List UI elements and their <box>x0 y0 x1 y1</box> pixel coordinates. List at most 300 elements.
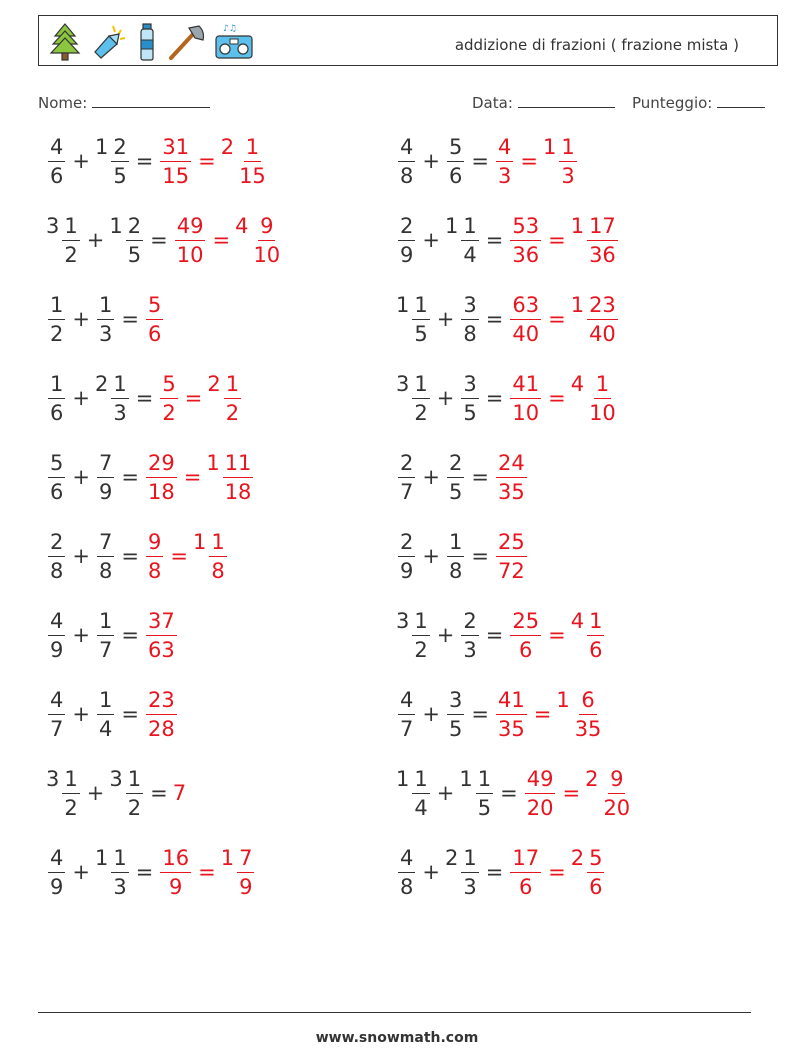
equals-sign: = <box>533 702 552 726</box>
fraction <box>447 690 464 740</box>
plus-sign: + <box>86 228 105 252</box>
numerator: 1 <box>461 216 478 241</box>
fraction <box>111 848 128 898</box>
fraction <box>461 374 478 424</box>
denominator: 40 <box>589 322 616 346</box>
fraction <box>461 295 478 345</box>
numerator: 23 <box>146 690 177 715</box>
denominator: 6 <box>448 164 463 188</box>
equals-sign: = <box>548 307 566 331</box>
plus-sign: + <box>422 228 440 252</box>
whole-part: 2 <box>207 372 221 396</box>
fraction <box>111 137 128 187</box>
numerator: 3 <box>447 690 464 715</box>
denominator: 8 <box>211 559 225 583</box>
problem-left-3 <box>46 289 165 349</box>
denominator: 2 <box>50 322 64 346</box>
denominator: 9 <box>50 875 64 899</box>
equals-sign: = <box>212 228 231 252</box>
denominator: 2 <box>414 401 428 425</box>
mixed-number <box>459 767 495 819</box>
plus-sign: + <box>422 465 440 489</box>
fraction <box>97 295 114 345</box>
mixed-number <box>459 293 480 345</box>
problem-right-4 <box>396 368 620 428</box>
denominator: 4 <box>98 717 113 741</box>
denominator: 35 <box>574 717 602 741</box>
whole-part: 1 <box>396 293 410 317</box>
numerator: 4 <box>496 137 513 162</box>
denominator: 8 <box>463 322 477 346</box>
problem-left-7 <box>46 605 179 665</box>
fraction <box>223 453 254 503</box>
denominator: 18 <box>147 480 175 504</box>
answer-improper <box>508 372 543 424</box>
date-line[interactable] <box>518 93 615 108</box>
numerator: 5 <box>146 295 163 320</box>
numerator: 17 <box>587 216 618 241</box>
numerator: 63 <box>510 295 541 320</box>
fraction <box>48 374 65 424</box>
numerator: 2 <box>398 216 415 241</box>
fraction <box>573 690 604 740</box>
whole-part: 2 <box>444 846 459 870</box>
fraction <box>175 216 206 266</box>
mixed-number <box>396 609 432 661</box>
denominator: 28 <box>147 717 175 741</box>
denominator: 9 <box>169 875 183 899</box>
footer-url: www.snowmath.com <box>315 1030 479 1046</box>
answer-mixed <box>571 609 607 661</box>
mixed-number <box>109 767 145 819</box>
problem-left-8 <box>46 684 179 744</box>
fraction <box>146 453 177 503</box>
denominator: 3 <box>463 875 477 899</box>
denominator: 7 <box>400 717 414 741</box>
fraction <box>525 769 556 819</box>
fraction <box>160 137 191 187</box>
numerator: 25 <box>496 532 527 557</box>
numerator: 1 <box>412 769 429 794</box>
numerator: 49 <box>525 769 556 794</box>
denominator: 8 <box>400 875 414 899</box>
numerator: 41 <box>496 690 527 715</box>
answer-improper <box>144 688 179 740</box>
mixed-number <box>396 688 417 740</box>
denominator: 6 <box>147 322 162 346</box>
equals-sign: = <box>485 623 504 647</box>
plus-sign: + <box>422 702 440 726</box>
denominator: 9 <box>400 559 414 583</box>
denominator: 4 <box>414 796 428 820</box>
denominator: 9 <box>400 243 414 267</box>
mixed-number <box>109 214 145 266</box>
problem-right-9 <box>396 763 634 823</box>
problem-left-1 <box>46 131 270 191</box>
equals-sign: = <box>485 386 504 410</box>
name-line[interactable] <box>92 93 210 108</box>
denominator: 3 <box>113 875 127 899</box>
fraction <box>97 532 114 582</box>
fraction <box>398 848 415 898</box>
name-label: Nome: <box>38 94 88 112</box>
plus-sign: + <box>436 307 455 331</box>
fraction <box>447 453 464 503</box>
fraction <box>510 848 541 898</box>
denominator: 7 <box>400 480 414 504</box>
answer-improper <box>494 530 529 582</box>
denominator: 8 <box>448 559 463 583</box>
denominator: 2 <box>162 401 176 425</box>
denominator: 9 <box>239 875 253 899</box>
score-label: Punteggio: <box>632 94 713 112</box>
fraction <box>587 374 618 424</box>
denominator: 6 <box>50 401 64 425</box>
fraction <box>496 690 527 740</box>
fraction <box>601 769 632 819</box>
denominator: 15 <box>239 164 266 188</box>
score-line[interactable] <box>717 93 765 108</box>
whole-part: 1 <box>556 688 570 712</box>
mixed-number <box>46 688 67 740</box>
equals-sign: = <box>548 860 566 884</box>
mixed-number <box>445 451 466 503</box>
numerator: 1 <box>209 532 226 557</box>
equals-sign: = <box>548 623 566 647</box>
plus-sign: + <box>72 149 90 173</box>
answer-improper <box>158 135 193 187</box>
plus-sign: + <box>72 860 90 884</box>
mixed-number <box>95 451 116 503</box>
denominator: 36 <box>512 243 540 267</box>
fraction <box>587 295 618 345</box>
equals-sign: = <box>184 386 203 410</box>
mixed-number <box>396 451 417 503</box>
denominator: 5 <box>448 717 463 741</box>
fraction <box>398 137 415 187</box>
mixed-number <box>445 530 466 582</box>
numerator: 1 <box>412 374 429 399</box>
numerator: 6 <box>579 690 596 715</box>
numerator: 24 <box>496 453 527 478</box>
answer-mixed <box>221 135 270 187</box>
numerator: 31 <box>160 137 191 162</box>
denominator: 3 <box>497 164 512 188</box>
numerator: 1 <box>97 295 114 320</box>
denominator: 5 <box>477 796 492 820</box>
whole-part: 3 <box>109 767 123 791</box>
fraction <box>48 532 65 582</box>
numerator: 5 <box>587 848 604 873</box>
whole-part: 1 <box>94 135 109 159</box>
fraction <box>510 374 541 424</box>
denominator: 18 <box>224 480 252 504</box>
mixed-number <box>445 214 481 266</box>
numerator: 1 <box>48 295 65 320</box>
denominator: 8 <box>400 164 414 188</box>
whole-part: 2 <box>570 846 585 870</box>
denominator: 15 <box>162 164 190 188</box>
answer-mixed <box>571 293 620 345</box>
numerator: 3 <box>461 374 478 399</box>
denominator: 10 <box>512 401 540 425</box>
fraction <box>476 769 493 819</box>
equals-sign: = <box>198 860 216 884</box>
denominator: 6 <box>519 875 533 899</box>
numerator: 7 <box>97 532 114 557</box>
equals-sign: = <box>548 386 566 410</box>
problem-right-8 <box>396 684 605 744</box>
answer-mixed <box>556 688 605 740</box>
water-bottle-icon <box>135 22 159 62</box>
problem-left-9 <box>46 763 187 823</box>
answer-mixed <box>221 846 257 898</box>
numerator: 1 <box>559 137 576 162</box>
denominator: 2 <box>225 401 240 425</box>
problem-left-10 <box>46 842 256 902</box>
numerator: 1 <box>244 137 261 162</box>
mixed-number <box>46 372 67 424</box>
mixed-number <box>46 135 67 187</box>
plus-sign: + <box>72 307 90 331</box>
problem-left-4 <box>46 368 243 428</box>
equals-sign: = <box>121 702 139 726</box>
fraction <box>510 295 541 345</box>
axe-icon <box>165 22 207 62</box>
equals-sign: = <box>135 149 154 173</box>
name-field <box>38 93 210 112</box>
equals-sign: = <box>471 465 489 489</box>
whole-part: 4 <box>570 609 585 633</box>
mixed-number <box>46 214 82 266</box>
answer-improper <box>144 530 165 582</box>
whole-part: 1 <box>396 767 410 791</box>
fraction <box>48 295 65 345</box>
numerator: 4 <box>48 690 65 715</box>
equals-sign: = <box>135 386 154 410</box>
denominator: 3 <box>463 638 477 662</box>
numerator: 3 <box>461 295 478 320</box>
equals-sign: = <box>562 781 581 805</box>
problem-right-5 <box>396 447 529 507</box>
numerator: 23 <box>587 295 618 320</box>
whole-part: 2 <box>94 372 109 396</box>
fraction <box>587 216 618 266</box>
fraction <box>398 216 415 266</box>
denominator: 6 <box>519 638 533 662</box>
denominator: 10 <box>589 401 616 425</box>
whole-part: 3 <box>46 214 60 238</box>
denominator: 8 <box>147 559 162 583</box>
denominator: 10 <box>176 243 204 267</box>
numerator: 7 <box>97 453 114 478</box>
answer-mixed <box>207 372 243 424</box>
denominator: 8 <box>50 559 64 583</box>
mixed-number <box>46 293 67 345</box>
numerator: 1 <box>447 532 464 557</box>
problem-right-3 <box>396 289 620 349</box>
equals-sign: = <box>121 623 139 647</box>
answer-mixed <box>235 214 284 266</box>
numerator: 2 <box>398 532 415 557</box>
mixed-number <box>46 530 67 582</box>
numerator: 2 <box>48 532 65 557</box>
date-field <box>472 93 615 112</box>
fraction <box>412 374 429 424</box>
equals-sign: = <box>121 544 139 568</box>
fraction <box>398 532 415 582</box>
fraction <box>412 611 429 661</box>
equals-sign: = <box>150 781 168 805</box>
mixed-number <box>459 372 480 424</box>
numerator: 4 <box>398 137 415 162</box>
mixed-number <box>95 135 131 187</box>
mixed-number <box>459 609 480 661</box>
score-field <box>632 93 765 112</box>
problem-left-2 <box>46 210 284 270</box>
numerator: 53 <box>510 216 541 241</box>
denominator: 8 <box>98 559 113 583</box>
denominator: 3 <box>561 164 575 188</box>
plus-sign: + <box>436 781 455 805</box>
fraction <box>126 769 143 819</box>
answer-mixed <box>206 451 255 503</box>
fraction <box>461 848 478 898</box>
answer-improper <box>144 451 179 503</box>
numerator: 4 <box>398 690 415 715</box>
answer-improper <box>173 214 208 266</box>
whole-part: 4 <box>570 372 585 396</box>
answer-improper <box>158 372 179 424</box>
answer-improper <box>144 609 179 661</box>
answer-improper <box>508 846 543 898</box>
whole-part: 1 <box>220 846 235 870</box>
plus-sign: + <box>422 149 440 173</box>
numerator: 9 <box>608 769 625 794</box>
mixed-number <box>445 688 466 740</box>
plus-sign: + <box>436 623 455 647</box>
answer-improper <box>144 293 165 345</box>
numerator: 2 <box>461 611 478 636</box>
denominator: 5 <box>113 164 127 188</box>
plus-sign: + <box>72 544 90 568</box>
plus-sign: + <box>72 702 90 726</box>
whole-part: 2 <box>220 135 235 159</box>
plus-sign: + <box>72 465 90 489</box>
whole-part: 2 <box>585 767 599 791</box>
answer-improper <box>173 781 187 805</box>
mixed-number <box>396 214 417 266</box>
numerator: 1 <box>97 611 114 636</box>
problem-right-2 <box>396 210 620 270</box>
fraction <box>146 611 177 661</box>
whole-part: 3 <box>46 767 60 791</box>
fraction <box>510 611 541 661</box>
numerator: 9 <box>258 216 275 241</box>
fraction <box>237 848 254 898</box>
answer-mixed <box>571 214 620 266</box>
numerator: 16 <box>160 848 191 873</box>
plus-sign: + <box>422 544 440 568</box>
fraction <box>146 295 163 345</box>
fraction <box>146 690 177 740</box>
denominator: 10 <box>253 243 281 267</box>
boombox-icon <box>213 22 255 62</box>
answer-mixed <box>571 846 607 898</box>
numerator: 37 <box>146 611 177 636</box>
plus-sign: + <box>72 623 90 647</box>
denominator: 6 <box>589 875 603 899</box>
numerator: 29 <box>146 453 177 478</box>
denominator: 2 <box>64 243 78 267</box>
equals-sign: = <box>548 228 566 252</box>
plus-sign: + <box>422 860 440 884</box>
numerator: 1 <box>62 769 79 794</box>
mixed-number <box>396 293 432 345</box>
numerator: 1 <box>461 848 478 873</box>
denominator: 6 <box>50 164 64 188</box>
denominator: 40 <box>512 322 540 346</box>
mixed-number <box>445 135 466 187</box>
equals-sign: = <box>500 781 518 805</box>
denominator: 7 <box>50 717 64 741</box>
mixed-number <box>396 846 417 898</box>
equals-sign: = <box>520 149 538 173</box>
numerator: 1 <box>224 374 241 399</box>
problem-right-6 <box>396 526 529 586</box>
fraction <box>559 137 576 187</box>
numerator: 2 <box>111 137 128 162</box>
equals-sign: = <box>471 149 489 173</box>
plus-sign: + <box>86 781 105 805</box>
fraction <box>447 532 464 582</box>
equals-sign: = <box>471 702 489 726</box>
answer-improper <box>508 293 543 345</box>
answer-mixed <box>543 135 579 187</box>
denominator: 2 <box>127 796 142 820</box>
numerator: 1 <box>126 769 143 794</box>
fraction <box>209 532 226 582</box>
fraction <box>97 453 114 503</box>
denominator: 7 <box>98 638 113 662</box>
denominator: 5 <box>448 480 463 504</box>
whole-part: 3 <box>396 609 410 633</box>
fraction <box>587 611 604 661</box>
denominator: 3 <box>113 401 127 425</box>
whole-part: 1 <box>459 767 473 791</box>
denominator: 2 <box>64 796 78 820</box>
equals-sign: = <box>485 228 504 252</box>
whole-part: 1 <box>109 214 123 238</box>
answer-improper <box>508 214 543 266</box>
numerator: 1 <box>48 374 65 399</box>
mixed-number <box>396 135 417 187</box>
answer-improper <box>158 846 193 898</box>
date-label: Data: <box>472 94 513 112</box>
fraction <box>97 611 114 661</box>
fraction <box>48 453 65 503</box>
whole-part: 1 <box>192 530 207 554</box>
fraction <box>160 848 191 898</box>
icon-strip <box>47 20 255 64</box>
fraction <box>237 137 268 187</box>
denominator: 36 <box>589 243 616 267</box>
denominator: 3 <box>98 322 113 346</box>
answer-mixed <box>585 767 634 819</box>
fraction <box>126 216 143 266</box>
plus-sign: + <box>72 386 90 410</box>
fraction <box>496 137 513 187</box>
